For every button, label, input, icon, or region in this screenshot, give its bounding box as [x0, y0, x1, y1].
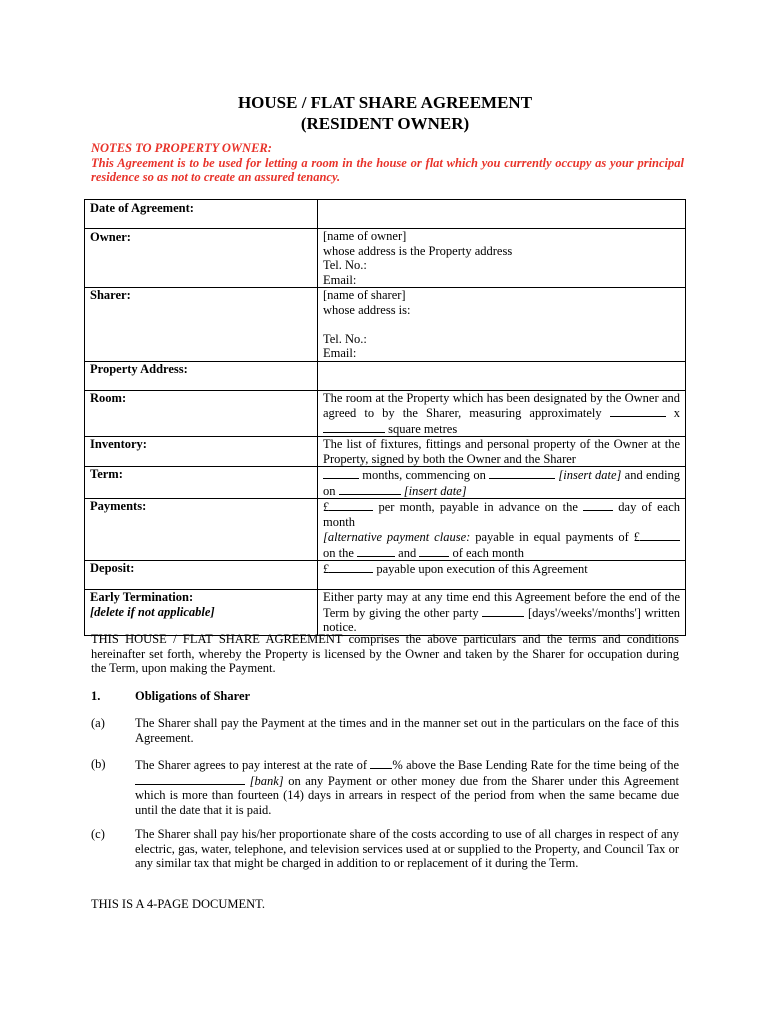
- title-line-1: HOUSE / FLAT SHARE AGREEMENT: [237, 93, 533, 112]
- payments-amount-blank: [329, 499, 373, 511]
- owner-label: Owner:: [85, 229, 318, 288]
- early-notice-blank: [482, 605, 524, 617]
- payments-pound: £: [323, 500, 330, 514]
- payments-on-the: on the: [323, 545, 354, 560]
- payments-alt-amount-blank: [640, 529, 680, 541]
- term-months-blank: [323, 467, 359, 479]
- sharer-line: whose address is:: [323, 302, 411, 317]
- deposit-amount-blank: [329, 561, 373, 573]
- notes-heading: NOTES TO PROPERTY OWNER:: [91, 141, 272, 155]
- payments-alt: [alternative payment clause:: [323, 530, 471, 544]
- term-months-text: months, commencing on: [362, 468, 486, 482]
- clause-b-part-2: % above the Base Lending Rate for the time being of the: [392, 758, 679, 772]
- payments-value: [318, 499, 686, 561]
- title-line-2: (RESIDENT OWNER): [300, 114, 470, 133]
- notes-to-owner: [91, 141, 684, 185]
- term-insert-date: [insert date]: [558, 468, 622, 482]
- payments-text-1: per month, payable in advance on the: [378, 500, 578, 514]
- clause-1-number: 1.: [91, 689, 101, 703]
- document-title: [0, 92, 770, 134]
- row-payments: [85, 499, 686, 561]
- row-date: [85, 200, 686, 229]
- term-end-blank: [339, 483, 401, 495]
- term-label: Term:: [85, 467, 318, 499]
- clause-b-mark: (b): [91, 757, 106, 771]
- clause-c: [91, 827, 679, 871]
- clause-b-bank-blank: [135, 773, 245, 785]
- sharer-value: [318, 288, 686, 362]
- payments-pound-2: £: [633, 530, 641, 544]
- early-termination-sub: [delete if not applicable]: [90, 604, 215, 619]
- clause-b-part-3: on any Payment or other money due from the Sharer under this Agreement which is more than fourteen (14) days in arrears in respect of the period from when the same became due until the date that it is paid.: [135, 773, 680, 817]
- clause-c-mark: (c): [91, 827, 105, 841]
- owner-value: [318, 229, 686, 288]
- row-property: [85, 361, 686, 390]
- room-text: The room at the Property which has been designated by the Owner and agreed to by the Sharer, measuring approximately: [323, 390, 680, 420]
- payments-of-each: of each month: [452, 545, 524, 560]
- term-start-blank: [489, 467, 555, 479]
- deposit-value: [318, 561, 686, 590]
- room-value: [318, 390, 686, 437]
- owner-line: [name of owner]: [323, 229, 407, 243]
- sharer-tel: Tel. No.:: [323, 331, 367, 346]
- clause-1-heading: [91, 689, 250, 704]
- property-value: [318, 361, 686, 390]
- payments-day2-blank: [419, 545, 449, 557]
- payments-day-blank: [583, 499, 613, 511]
- clause-a: [91, 716, 679, 745]
- intro-paragraph: THIS HOUSE / FLAT SHARE AGREEMENT comprises the above particulars and the terms and conditions hereinafter set forth, whereby the Property is licensed by the Owner and taken by the Sharer for occupation during the Term, upon making the Payment.: [91, 632, 679, 675]
- deposit-pound: £: [323, 562, 330, 576]
- early-termination-value: [318, 590, 686, 636]
- owner-line: whose address is the Property address: [323, 243, 513, 258]
- room-units: square metres: [388, 421, 458, 436]
- clause-c-text: The Sharer shall pay his/her proportionate share of the costs according to use of all charges in respect of any electric, gas, water, telephone, and television services used at or supplied to the Property, and Council Tax or any similar tax that might be charged in addition to or replacement of it during the Term.: [135, 827, 679, 870]
- payments-label: Payments:: [85, 499, 318, 561]
- page-count-note: THIS IS A 4-PAGE DOCUMENT.: [91, 897, 265, 911]
- payments-alt-text: payable in equal payments of: [475, 530, 629, 544]
- inventory-label: Inventory:: [85, 437, 318, 467]
- payments-and: and: [398, 545, 417, 560]
- row-inventory: [85, 437, 686, 467]
- row-early-termination: [85, 590, 686, 636]
- clause-b-part-1: The Sharer agrees to pay interest at the rate of: [135, 758, 368, 772]
- clause-a-mark: (a): [91, 716, 105, 730]
- date-label: Date of Agreement:: [85, 200, 318, 229]
- room-label: Room:: [85, 390, 318, 437]
- clause-b: [91, 757, 679, 817]
- row-deposit: [85, 561, 686, 590]
- clause-b-bank: [bank]: [249, 773, 284, 788]
- clause-b-text: [135, 757, 679, 817]
- sharer-label: Sharer:: [85, 288, 318, 362]
- term-and: and: [624, 468, 643, 482]
- deposit-text: payable upon execution of this Agreement: [376, 562, 588, 576]
- room-blank-2: [323, 421, 385, 433]
- sharer-line: [name of sharer]: [323, 288, 406, 302]
- early-termination-label: [85, 590, 318, 636]
- clause-1-title: Obligations of Sharer: [135, 689, 251, 703]
- clause-a-text: The Sharer shall pay the Payment at the times and in the manner set out in the particulars on the face of this Agreement.: [135, 716, 679, 745]
- term-insert-date-2: [insert date]: [403, 483, 467, 498]
- clause-b-rate-blank: [370, 757, 392, 769]
- early-termination-title: Early Termination:: [90, 590, 194, 604]
- payments-text-2: day of each month: [323, 500, 680, 529]
- inventory-value: The list of fixtures, fittings and personal property of the Owner at the Property, signed by both the Owner and the Sharer: [318, 437, 686, 467]
- sharer-email: Email:: [323, 346, 357, 360]
- notes-text: This Agreement is to be used for letting a room in the house or flat which you currently occupy as your principal residence so as not to create an assured tenancy.: [91, 155, 684, 184]
- room-blank-1: [610, 405, 666, 417]
- term-value: [318, 467, 686, 499]
- owner-line: Tel. No.:: [323, 258, 367, 272]
- room-x: x: [673, 406, 681, 420]
- owner-line: Email:: [323, 272, 357, 287]
- term-ending: ending on: [323, 468, 681, 498]
- payments-day1-blank: [357, 545, 395, 557]
- early-text-1: Either party may at any time end this Agreement before the end of the Term by giving the other party: [323, 590, 680, 620]
- property-label: Property Address:: [85, 361, 318, 390]
- row-owner: [85, 229, 686, 288]
- row-room: [85, 390, 686, 437]
- row-sharer: [85, 288, 686, 362]
- date-value: [318, 200, 686, 229]
- deposit-label: Deposit:: [85, 561, 318, 590]
- row-term: [85, 467, 686, 499]
- particulars-table: [84, 199, 686, 636]
- early-text-2: [days'/weeks'/months'] written notice.: [323, 605, 681, 634]
